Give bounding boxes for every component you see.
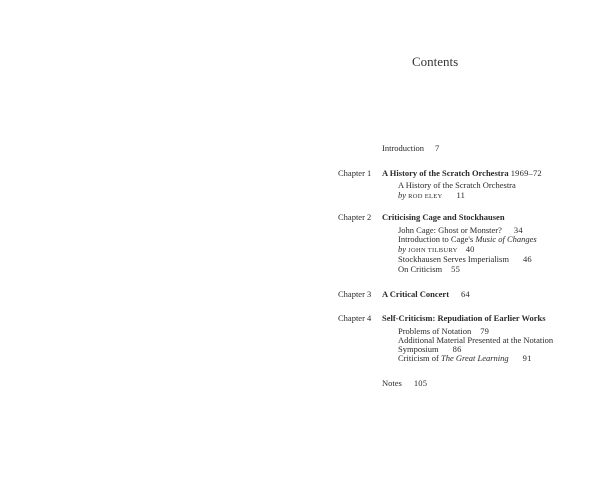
toc-entry[interactable] — [398, 264, 460, 274]
by-word: by — [398, 190, 407, 200]
toc-entry-author-line[interactable] — [398, 190, 465, 202]
toc-entry[interactable] — [398, 254, 532, 264]
entry-author: ROD ELEY — [408, 193, 443, 200]
toc-entry[interactable] — [398, 180, 516, 190]
entry-title: On Criticism — [398, 264, 443, 274]
chapter-label: Chapter 4 — [338, 313, 372, 323]
chapter-title: A History of the Scratch Orchestra — [382, 168, 509, 178]
entry-title: John Cage: Ghost or Monster? — [398, 225, 502, 235]
chapter-label: Chapter 2 — [338, 212, 372, 222]
entry-title-italic: The Great Learning — [440, 353, 509, 363]
chapter-title: A Critical Concert — [382, 289, 450, 299]
chapter-label: Chapter 1 — [338, 168, 372, 178]
entry-page: 64 — [461, 289, 470, 299]
entry-page: 46 — [522, 254, 532, 264]
toc-entry-introduction[interactable] — [382, 143, 439, 153]
entry-title: Additional Material Presented at the Notation — [398, 335, 554, 345]
entry-page: 7 — [435, 143, 440, 153]
toc-entry-notes[interactable] — [382, 378, 427, 388]
by-word: by — [398, 244, 407, 254]
entry-title-italic: Music of Changes — [475, 234, 537, 244]
entry-title: Symposium — [398, 344, 439, 354]
chapter-title: Self-Criticism: Repudiation of Earlier Works — [382, 313, 546, 323]
toc-chapter-3[interactable] — [382, 289, 470, 299]
entry-page: 55 — [451, 264, 461, 274]
entry-title: A History of the Scratch Orchestra — [398, 180, 516, 190]
entry-title: Problems of Notation — [398, 326, 472, 336]
entry-page: 91 — [522, 353, 532, 363]
entry-page: 105 — [413, 378, 428, 388]
entry-title: Introduction — [382, 143, 425, 153]
entry-page: 34 — [513, 225, 523, 235]
entry-title: Stockhausen Serves Imperialism — [398, 254, 509, 264]
entry-page: 11 — [456, 190, 466, 200]
entry-page: 79 — [480, 326, 490, 336]
entry-title: Notes — [382, 378, 402, 388]
toc-entry[interactable] — [398, 234, 537, 244]
chapter-years: 1969–72 — [510, 168, 542, 178]
entry-page: 40 — [465, 244, 475, 254]
chapter-label: Chapter 3 — [338, 289, 372, 299]
entry-author: JOHN TILBURY — [408, 247, 458, 254]
contents-heading: Contents — [412, 54, 459, 69]
chapter-title: Criticising Cage and Stockhausen — [382, 212, 505, 222]
entry-title-prefix: Criticism of — [398, 353, 439, 363]
toc-chapter-2[interactable] — [382, 212, 505, 222]
entry-title-prefix: Introduction to Cage's — [398, 234, 474, 244]
toc-chapter-4[interactable] — [382, 313, 546, 323]
toc-entry[interactable] — [398, 353, 532, 363]
entry-page: 86 — [452, 344, 462, 354]
toc-chapter-1[interactable] — [382, 168, 542, 178]
